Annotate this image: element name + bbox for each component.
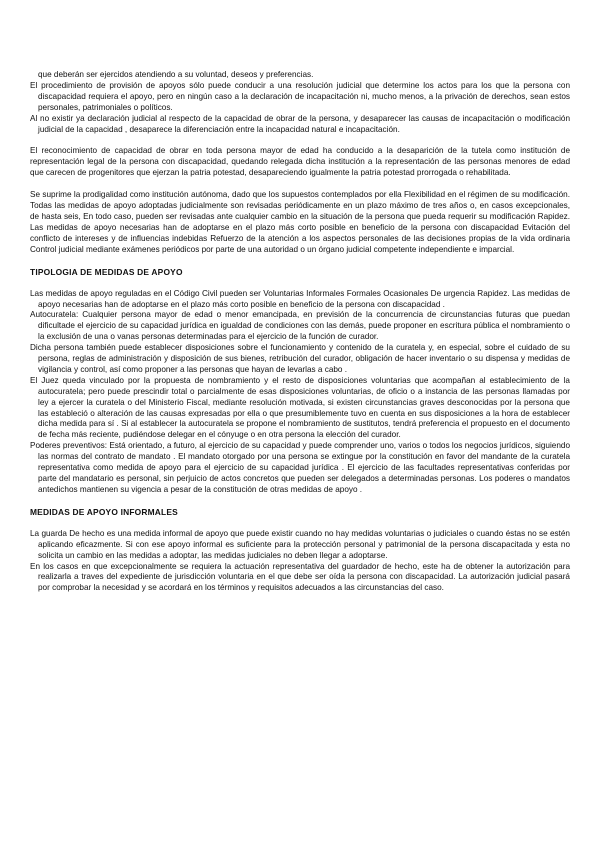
paragraph-tutela: El reconocimiento de capacidad de obrar en toda persona mayor de edad ha conducido a la desaparición de la tutela como institución de representación legal de la persona con discapacidad, quedando relegada dicha institución a la representación de las personas menores de edad que carecen de progenitores que ejerzan la patria potestad, desapareciendo igualmente la patria potestad prorrogada o rehabilitada. xyxy=(30,146,570,178)
paragraph-provision-apoyos: El procedimiento de provisión de apoyos sólo puede conducir a una resolución judicial que determine los actos para los que la persona con discapacidad requiera el apoyo, pero en ningún caso a la declaración de incapacitación ni, mucho menos, a la privación de derechos, sean estos personales, patrimoniales o políticos. xyxy=(30,80,570,112)
list-item: Las medidas de apoyo reguladas en el Código Civil pueden ser Voluntarias Informales Formales Ocasionales De urgencia Rapidez. Las medidas de apoyo necesarias han de adoptarse en el plazo más corto posible en beneficio de la persona con discapacidad . xyxy=(30,288,570,309)
list-item: Dicha persona también puede establecer disposiciones sobre el funcionamiento y contenido de la curatela y, en especial, sobre el cuidado de su persona, reglas de administración y disposición de sus bienes, retribución del curador, obligación de hacer inventario o su dispensa y medidas de vigilancia y control, así como proponer a las personas que hayan de levarlas a cabo . xyxy=(30,343,570,374)
list-item: Autocuratela: Cualquier persona mayor de edad o menor emancipada, en previsión de la concurrencia de circunstancias futuras que puedan dificultade el ejercicio de su capacidad jurídica en igualdad de condiciones con las demás, puede proponer en escritura pública el nombramiento o la exclusión de una o vanas personas determinadas para el ejercicio de la función de curador. xyxy=(30,310,570,342)
list-item: Poderes preventivos: Está orientado, a futuro, al ejercicio de su capacidad y puede comprender uno, varios o todos los negocios jurídicos, siguiendo las normas del contrato de mandato . El mandato otorgado por una persona se extingue por la constitución en favor del mandante de la curatela representativa como medida de apoyo para el ejercicio de su capacidad jurídica . El ejercicio de las facultades representativas conferidas por parte del mandatario es personal, sin perjuicio de actos concretos que pueden ser delegados a determinadas personas. Los poderes o mandatos antedichos mantienen su vigencia a pesar de la constitución de otras medidas de apoyo . xyxy=(30,441,570,494)
list-item: El Juez queda vinculado por la propuesta de nombramiento y el resto de disposiciones voluntarias que acompañan al establecimiento de la autocuratela; pero puede prescindir total o parcialmente de esas disposiciones voluntarias, de oficio o a instancia de las personas llamadas por ley a ejercer la curatela o del Ministerio Fiscal, mediante resolución motivada, si existen circunstancias graves desconocidas por la persona que las estableció o alteración de las causas expresadas por ella o que presumiblemente tuvo en cuenta en sus disposiciones a la hora de establecer dicha medida para sí . Si al establecer la autocuratela se propone el nombramiento de sustitutos, tendrá preferencia el propuesto en el documento de fecha más reciente, pudiéndose delegar en el cónyuge o en otra persona la elección del curador. xyxy=(30,375,570,440)
paragraph-prodigalidad: Se suprime la prodigalidad como institución autónoma, dado que los supuestos contemplados por ella Flexibilidad en el régimen de su modificación. Todas las medidas de apoyo adoptadas judicialmente son revisadas periódicamente en un plazo máximo de tres años o, en casos excepcionales, de hasta seis, En todo caso, pueden ser revisadas ante cualquier cambio en la situación de la persona que pueda requerir su modificación Rapidez. Las medidas de apoyo necesarias han de adoptarse en el plazo más corto posible en beneficio de la persona con discapacidad Evitación del conflicto de intereses y de influencias indebidas Refuerzo de la atención a los aspectos personales de las decisiones propias de la vida ordinaria Control judicial mediante exámenes periódicos por parte de una autoridad o un órgano judicial competente independiente e imparcial. xyxy=(30,190,570,254)
paragraph-continuation: que deberán ser ejercidos atendiendo a su voluntad, deseos y preferencias. xyxy=(38,70,314,79)
section-heading-informales: MEDIDAS DE APOYO INFORMALES xyxy=(30,506,178,517)
section-heading-tipologia: TIPOLOGIA DE MEDIDAS DE APOYO xyxy=(30,266,183,277)
list-item: La guarda De hecho es una medida informal de apoyo que puede existir cuando no hay medidas voluntarias o judiciales o cuando éstas no se estén aplicando eficazmente. Si con ese apoyo informal es suficiente para la protección personal y patrimonial de la persona discapacitada y esta no solicita un cambio en las medidas a adoptar, las medidas judiciales no deben llegar a adoptarse. xyxy=(30,528,570,560)
list-item: En los casos en que excepcionalmente se requiera la actuación representativa del guardador de hecho, este ha de obtener la autorización para realizarla a traves del expediente de jurisdicción voluntaria en el que debe ser oída la persona con discapacidad. La autorización judicial pasará por comprobar la necesidad y se acordará en los términos y requisitos adecuados a las circunstancias del caso. xyxy=(30,561,570,593)
paragraph-incapacidad-natural: Al no existir ya declaración judicial al respecto de la capacidad de obrar de la persona, y desaparecer las causas de incapacitación o modificación judicial de la capacidad , desaparece la diferenciación entre la incapacidad natural e incapacitación. xyxy=(30,113,570,134)
